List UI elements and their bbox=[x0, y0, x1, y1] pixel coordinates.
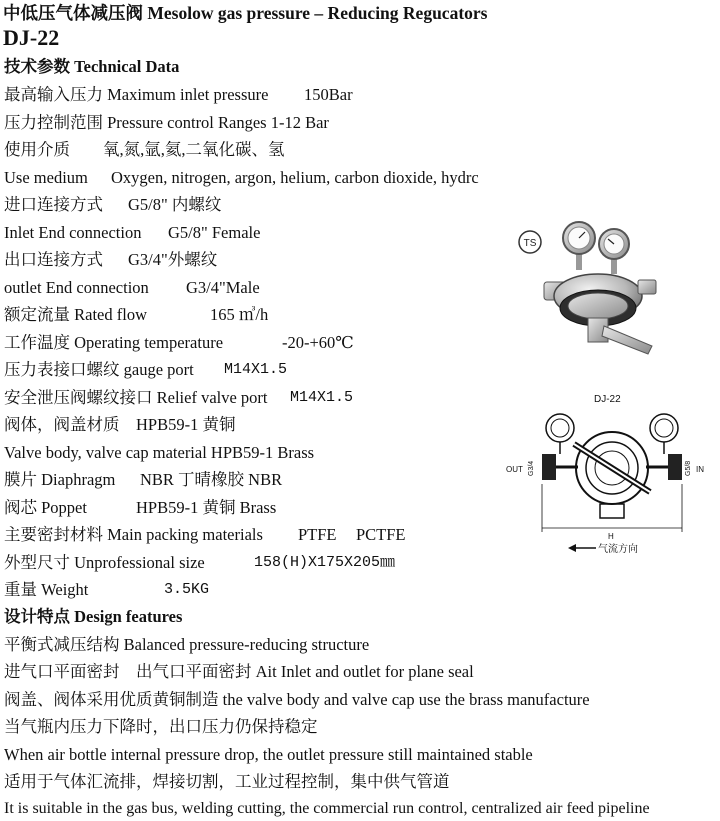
spec-value: -20-+60℃ bbox=[282, 333, 354, 352]
spec-diaphragm bbox=[4, 469, 283, 491]
drawing-dim-label: H bbox=[608, 532, 614, 541]
spec-value: 3.5KG bbox=[164, 581, 210, 598]
spec-value: G5/8" Female bbox=[168, 223, 261, 242]
spec-label: 主要密封材料 Main packing materials bbox=[4, 525, 263, 544]
spec-weight bbox=[4, 579, 210, 601]
spec-outlet-cn bbox=[4, 249, 218, 271]
design-line: 适用于气体汇流排，焊接切割，工业过程控制，集中供气管道 bbox=[4, 772, 450, 791]
spec-value: G3/4"Male bbox=[186, 278, 260, 297]
spec-label: 进口连接方式 bbox=[4, 195, 103, 214]
adjust-handle bbox=[602, 326, 652, 354]
drawing-bottom-port bbox=[600, 504, 624, 518]
drawing-out-label: OUT bbox=[506, 465, 523, 474]
design-line: When air bottle internal pressure drop, the outlet pressure still maintained stable bbox=[4, 745, 533, 764]
spec-value: Oxygen, nitrogen, argon, helium, carbon dioxide, hydrc bbox=[111, 168, 479, 187]
spec-inlet-cn bbox=[4, 194, 222, 216]
spec-label: 重量 Weight bbox=[4, 580, 89, 599]
drawing-flow-arrowhead bbox=[568, 544, 576, 552]
spec-value: PTFE bbox=[298, 525, 337, 544]
drawing-gauge-inner bbox=[655, 419, 673, 437]
spec-gauge-port bbox=[4, 359, 288, 381]
spec-value: M14X1.5 bbox=[290, 389, 354, 406]
design-line: 阀盖、阀体采用优质黄铜制造 the valve body and valve cap use the brass manufacture bbox=[4, 690, 590, 709]
spec-value: NBR 丁晴橡胶 NBR bbox=[140, 470, 283, 489]
spec-size bbox=[4, 552, 396, 574]
design-line: It is suitable in the gas bus, welding cutting, the commercial run control, centralized air feed pipeline bbox=[4, 800, 650, 817]
drawing-gauge-inner bbox=[551, 419, 569, 437]
drawing-in-thread: G5/8 bbox=[685, 460, 692, 476]
spec-label: 出口连接方式 bbox=[4, 250, 103, 269]
spec-control-range: 压力控制范围 Pressure control Ranges 1-12 Bar bbox=[4, 113, 329, 132]
dimension-drawing bbox=[502, 388, 716, 558]
drawing-in-fitting bbox=[668, 454, 682, 480]
spec-label: 使用介质 bbox=[4, 140, 70, 159]
drawing-gauge-left bbox=[546, 414, 574, 442]
spec-body-en: Valve body, valve cap material HPB59-1 Brass bbox=[4, 443, 315, 462]
spec-label: 额定流量 Rated flow bbox=[4, 305, 147, 324]
drawing-title: DJ-22 bbox=[594, 394, 621, 405]
model-number: DJ-22 bbox=[3, 25, 60, 50]
spec-max-inlet bbox=[4, 84, 353, 106]
spec-medium-en bbox=[4, 167, 479, 189]
drawing-out-fitting bbox=[542, 454, 556, 480]
spec-value: PCTFE bbox=[356, 525, 406, 544]
page-title: 中低压气体减压阀 Mesolow gas pressure – Reducing Regucators bbox=[3, 3, 488, 23]
spec-body-cn bbox=[4, 414, 236, 436]
spec-label: 工作温度 Operating temperature bbox=[4, 333, 224, 352]
drawing-out-thread: G3/4 bbox=[528, 460, 535, 476]
spec-value: G5/8" 内螺纹 bbox=[128, 195, 222, 214]
spec-label: 阀体，阀盖材质 bbox=[4, 415, 120, 434]
spec-value: 氧,氮,氩,氦,二氧化碳、氢 bbox=[103, 140, 285, 159]
design-line: 当气瓶内压力下降时，出口压力仍保持稳定 bbox=[4, 717, 318, 736]
spec-poppet bbox=[4, 497, 277, 519]
spec-label: Inlet End connection bbox=[4, 223, 142, 242]
spec-label: outlet End connection bbox=[4, 278, 149, 297]
spec-value: 150Bar bbox=[304, 85, 353, 104]
regulator-photo bbox=[508, 218, 676, 378]
spec-label: 阀芯 Poppet bbox=[4, 498, 87, 517]
spec-rated-flow bbox=[4, 304, 269, 326]
spec-relief-port bbox=[4, 387, 354, 409]
spec-label: 外型尺寸 Unprofessional size bbox=[4, 553, 205, 572]
inlet-fitting bbox=[638, 280, 656, 294]
ts-badge-text: TS bbox=[523, 238, 537, 249]
spec-label: 膜片 Diaphragm bbox=[4, 470, 116, 489]
spec-label: 压力表接口螺纹 gauge port bbox=[4, 360, 194, 379]
spec-value: HPB59-1 黄铜 Brass bbox=[136, 498, 277, 517]
spec-label: 安全泄压阀螺纹接口 Relief valve port bbox=[4, 388, 268, 407]
spec-outlet-en bbox=[4, 277, 260, 299]
design-line: 进气口平面密封 出气口平面密封 Ait Inlet and outlet for plane seal bbox=[4, 662, 474, 681]
design-line: 平衡式减压结构 Balanced pressure-reducing structure bbox=[4, 635, 370, 654]
regulator-bonnet bbox=[568, 293, 628, 319]
drawing-flow-label: 气流方向 bbox=[598, 544, 638, 555]
spec-value: M14X1.5 bbox=[224, 361, 288, 378]
spec-medium-cn bbox=[4, 139, 285, 161]
drawing-gauge-right bbox=[650, 414, 678, 442]
spec-temperature bbox=[4, 332, 354, 354]
drawing-in-label: IN bbox=[696, 465, 704, 474]
spec-value: HPB59-1 黄铜 bbox=[136, 415, 236, 434]
spec-inlet-en bbox=[4, 222, 261, 244]
spec-packing bbox=[4, 524, 406, 546]
spec-value: 158(H)X175X205㎜ bbox=[254, 554, 396, 571]
technical-data-heading: 技术参数 Technical Data bbox=[4, 57, 180, 76]
spec-label: 最高输入压力 Maximum inlet pressure bbox=[4, 85, 269, 104]
spec-label: Use medium bbox=[4, 168, 88, 187]
spec-value: G3/4"外螺纹 bbox=[128, 250, 218, 269]
spec-value: 165 ㎥/h bbox=[210, 305, 269, 324]
design-features-heading: 设计特点 Design features bbox=[4, 607, 183, 626]
